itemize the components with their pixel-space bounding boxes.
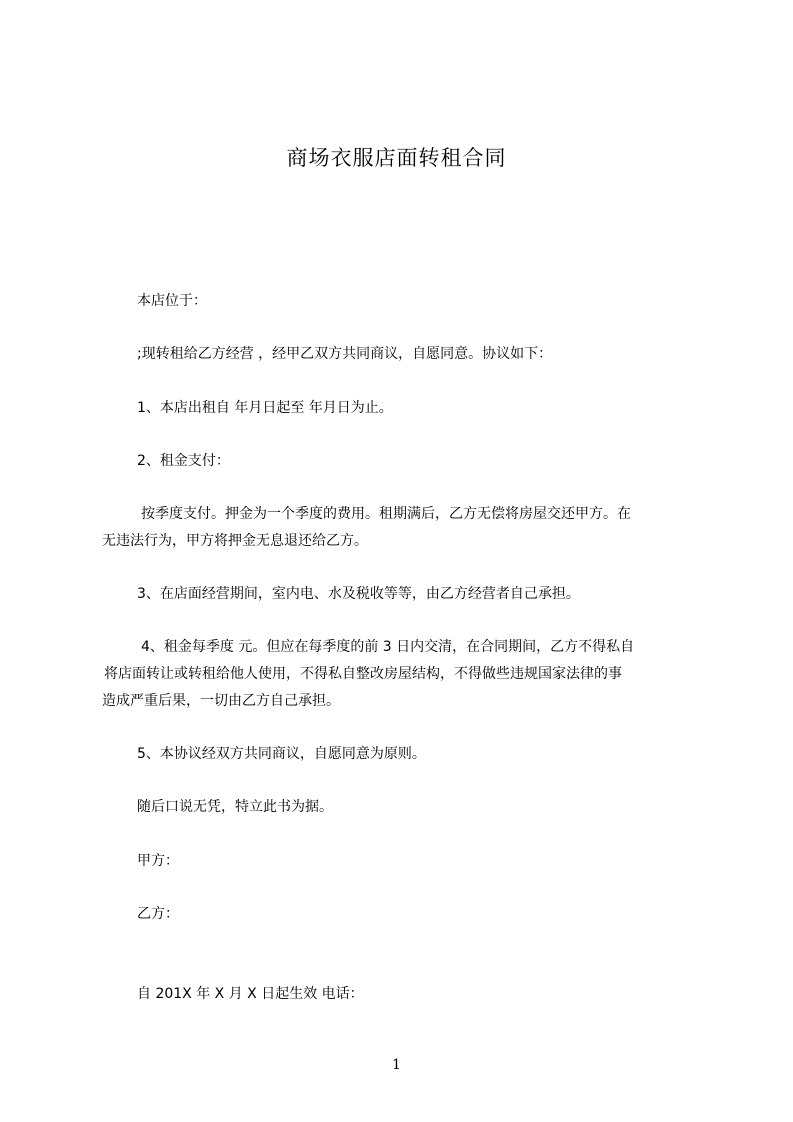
clause-1: 1、本店出租自 年月日起至 年月日为止。 <box>137 400 393 416</box>
clause-4-line-3: 造成严重后果，一切由乙方自己承担。 <box>102 693 340 709</box>
clause-4-line-1: 4、租金每季度 元。但应在每季度的前 3 日内交清，在合同期间，乙方不得私自 <box>141 639 635 655</box>
effective-date-line: 自 201X 年 X 月 X 日起生效 电话： <box>137 986 364 1002</box>
clause-2-heading: 2、租金支付： <box>137 453 230 469</box>
party-a-label: 甲方： <box>137 853 179 869</box>
clause-3: 3、在店面经营期间，室内电、水及税收等等，由乙方经营者自己承担。 <box>137 586 580 602</box>
party-b-label: 乙方： <box>137 906 179 922</box>
clause-5: 5、本协议经双方共同商议，自愿同意为原则。 <box>137 746 426 762</box>
clause-2-line-1: 按季度支付。押金为一个季度的费用。租期满后，乙方无偿将房屋交还甲方。在 <box>141 506 631 522</box>
clause-4-line-2: 将店面转让或转租给他人使用，不得私自整改房屋结构，不得做些违规国家法律的事 <box>104 666 622 682</box>
intro-line: ;现转租给乙方经营 ，经甲乙双方共同商议，自愿同意。协议如下： <box>137 346 553 362</box>
document-title: 商场衣服店面转租合同 <box>286 146 507 170</box>
verbal-note: 随后口说无凭，特立此书为据。 <box>137 799 333 815</box>
location-line: 本店位于： <box>137 293 207 309</box>
page-number: 1 <box>392 1057 401 1073</box>
clause-2-line-2: 无违法行为，甲方将押金无息退还给乙方。 <box>102 533 368 549</box>
